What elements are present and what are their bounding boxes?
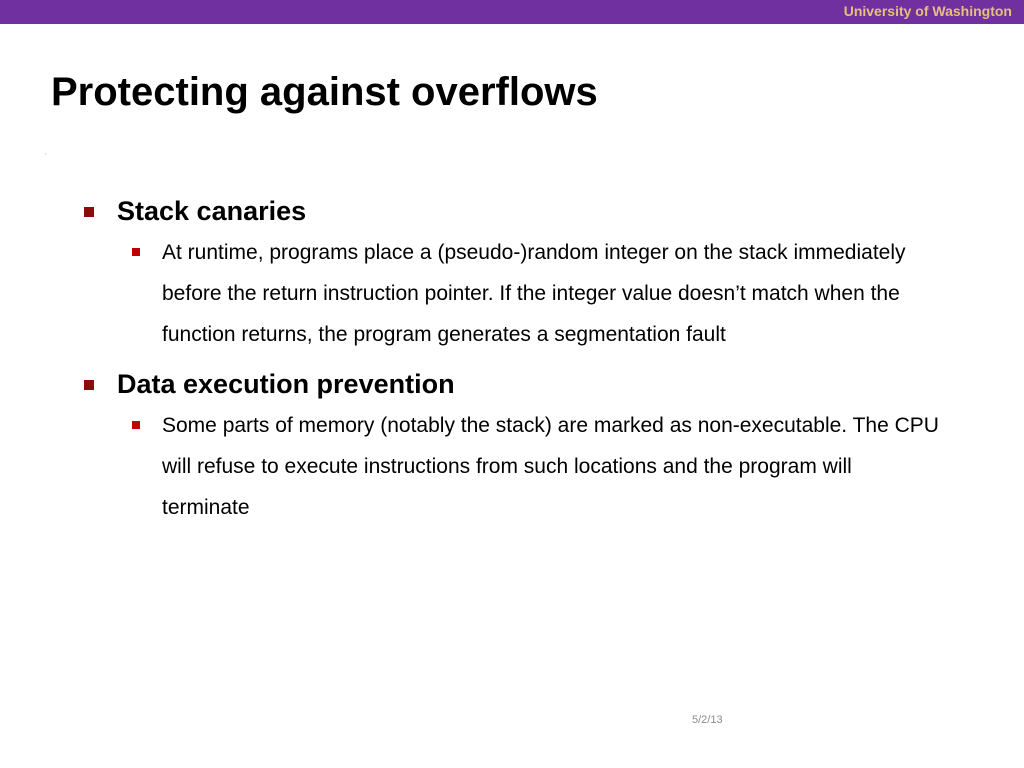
bullet-data-execution-prevention	[80, 363, 980, 405]
bullet-heading: Data execution prevention	[117, 369, 455, 399]
stray-mark: ,	[45, 150, 47, 156]
bullet-stack-canaries	[80, 190, 980, 232]
bullet-list	[80, 190, 980, 528]
sub-bullet-data-execution-prevention	[80, 405, 942, 528]
sub-bullet-text: Some parts of memory (notably the stack) are marked as non-executable. The CPU will refuse to execute instructions from such locations and the program will terminate	[162, 414, 939, 519]
institution-name: University of Washington	[843, 3, 1012, 19]
slide-date: 5/2/13	[692, 714, 723, 726]
bullet-heading: Stack canaries	[117, 196, 307, 226]
square-sub-bullet-icon	[132, 421, 140, 429]
sub-bullet-stack-canaries	[80, 232, 942, 355]
header-bar	[0, 0, 1024, 24]
sub-bullet-text: At runtime, programs place a (pseudo-)random integer on the stack immediately before the return instruction pointer. If the integer value doesn’t match when the function returns, the program generates a segmentation fault	[162, 241, 906, 346]
square-bullet-icon	[84, 207, 94, 217]
square-bullet-icon	[84, 380, 94, 390]
spacer	[80, 355, 980, 363]
square-sub-bullet-icon	[132, 248, 140, 256]
slide-title: Protecting against overflows	[51, 70, 598, 114]
